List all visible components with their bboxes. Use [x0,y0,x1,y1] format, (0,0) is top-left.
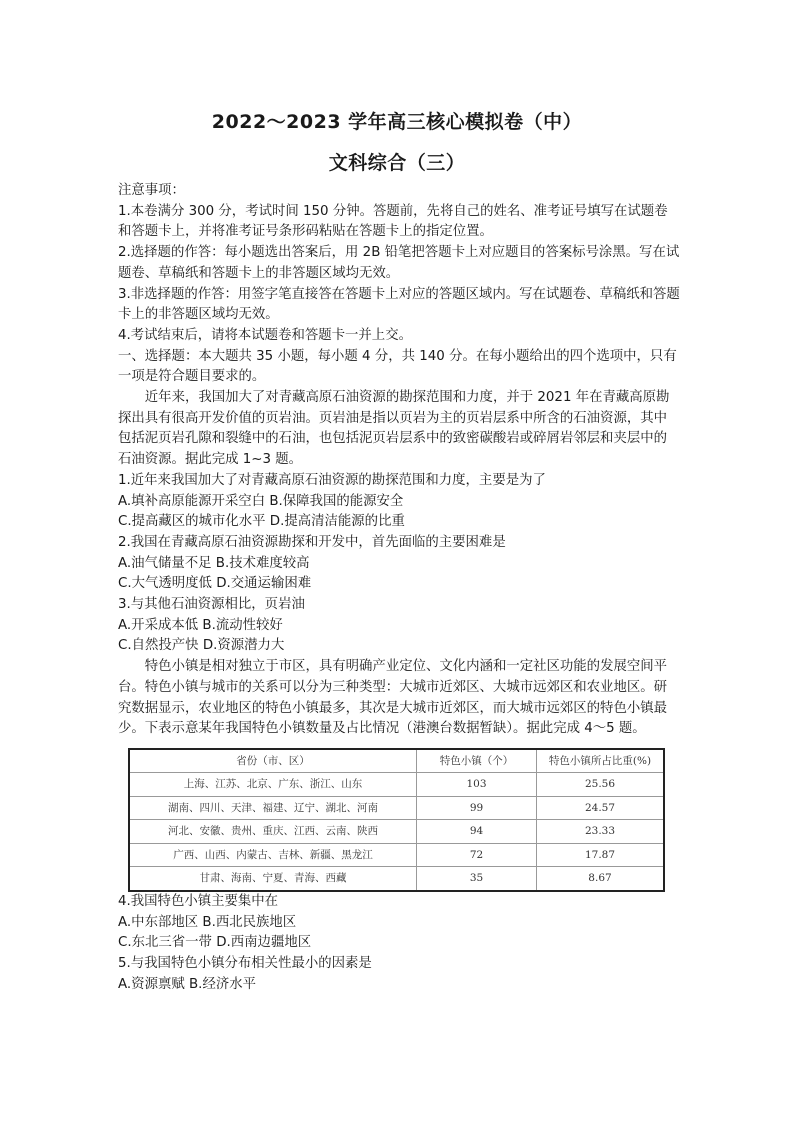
table-row [129,867,664,891]
question-5-stem: 5.与我国特色小镇分布相关性最小的因素是 [118,956,372,972]
passage-1: 近年来，我国加大了对青藏高原石油资源的勘探范围和力度，并于 2021 年在青藏高原勘探出具有很高开发价值的页岩油。页岩油是指以页岩为主的页岩层系中所含的石油资源，其中包括泥页岩孔隙和裂缝中的石油，也包括泥页岩层系中的致密碳酸岩或碎屑岩邻层和夹层中的石油资源。据此完成 1~3 题。 [118,390,670,468]
note-item: 2.选择题的作答：每小题选出答案后，用 2B 铅笔把答题卡上对应题目的答案标号涂黑。写在试题卷、草稿纸和答题卡上的非答题区域均无效。 [118,245,680,281]
exam-subtitle: 文科综合（三） [328,152,466,174]
table-cell: 72 [417,843,537,867]
table-row [129,843,664,867]
table-cell: 甘肃、海南、宁夏、青海、西藏 [129,867,417,891]
table-cell: 17.87 [537,843,665,867]
table-cell: 99 [417,796,537,820]
table-cell: 河北、安徽、贵州、重庆、江西、云南、陕西 [129,820,417,844]
passage-2: 特色小镇是相对独立于市区，具有明确产业定位、文化内涵和一定社区功能的发展空间平台。特色小镇与城市的关系可以分为三种类型：大城市近郊区、大城市远郊区和农业地区。研究数据显示，农业地区的特色小镇最多，其次是大城市近郊区，而大城市远郊区的特色小镇最少。下表示意某年我国特色小镇数量及占比情况（港澳台数据暂缺）。据此完成 4～5 题。 [118,659,668,737]
table-cell: 上海、江苏、北京、广东、浙江、山东 [129,773,417,797]
table-header-row [129,749,664,773]
exam-body [118,181,680,996]
question-4-stem: 4.我国特色小镇主要集中在 [118,893,279,909]
question-1-options-ab: A.填补高原能源开采空白 B.保障我国的能源安全 [118,493,404,509]
table-header-cell: 特色小镇所占比重(%) [537,749,665,773]
table-cell: 24.57 [537,796,665,820]
notes-heading: 注意事项： [118,183,185,198]
table-cell: 23.33 [537,820,665,844]
exam-title: 2022～2023 学年高三核心模拟卷（中） [211,111,583,133]
table-cell: 35 [417,867,537,891]
table-cell: 湖南、四川、天津、福建、辽宁、湖北、河南 [129,796,417,820]
note-item: 4.考试结束后，请将本试题卷和答题卡一并上交。 [118,327,412,343]
town-table [128,748,665,892]
question-3-stem: 3.与其他石油资源相比，页岩油 [118,597,305,613]
table-row [129,796,664,820]
question-1-options-cd: C.提高藏区的城市化水平 D.提高清洁能源的比重 [118,514,405,530]
table-row [129,773,664,797]
question-5-options-ab: A.资源禀赋 B.经济水平 [118,976,257,992]
section-heading: 一、选择题：本大题共 35 小题，每小题 4 分，共 140 分。在每小题给出的四个选项中，只有一项是符合题目要求的。 [118,348,677,385]
note-item: 3.非选择题的作答：用签字笔直接答在答题卡上对应的答题区域内。写在试题卷、草稿纸和答题卡上的非答题区域均无效。 [118,286,680,323]
table-cell: 广西、山西、内蒙古、吉林、新疆、黑龙江 [129,843,417,867]
table-header-cell: 特色小镇（个） [417,749,537,773]
question-3-options-ab: A.开采成本低 B.流动性较好 [118,617,283,633]
question-2-options-ab: A.油气储量不足 B.技术难度较高 [118,555,310,571]
table-row [129,820,664,844]
question-3-options-cd: C.自然投产快 D.资源潜力大 [118,638,285,654]
question-4-options-ab: A.中东部地区 B.西北民族地区 [118,914,297,930]
table-cell: 103 [417,773,537,797]
question-1-stem: 1.近年来我国加大了对青藏高原石油资源的勘探范围和力度，主要是为了 [118,472,546,488]
note-item: 1.本卷满分 300 分，考试时间 150 分钟。答题前，先将自己的姓名、准考证号填写在试题卷和答题卡上，并将准考证号条形码粘贴在答题卡上的指定位置。 [118,203,668,240]
table-cell: 94 [417,820,537,844]
question-2-options-cd: C.大气透明度低 D.交通运输困难 [118,576,312,592]
town-table-wrapper [128,748,665,892]
question-2-stem: 2.我国在青藏高原石油资源勘探和开发中，首先面临的主要困难是 [118,534,506,550]
table-cell: 8.67 [537,867,665,891]
table-cell: 25.56 [537,773,665,797]
table-header-cell: 省份（市、区） [129,749,417,773]
question-4-options-cd: C.东北三省一带 D.西南边疆地区 [118,935,312,951]
